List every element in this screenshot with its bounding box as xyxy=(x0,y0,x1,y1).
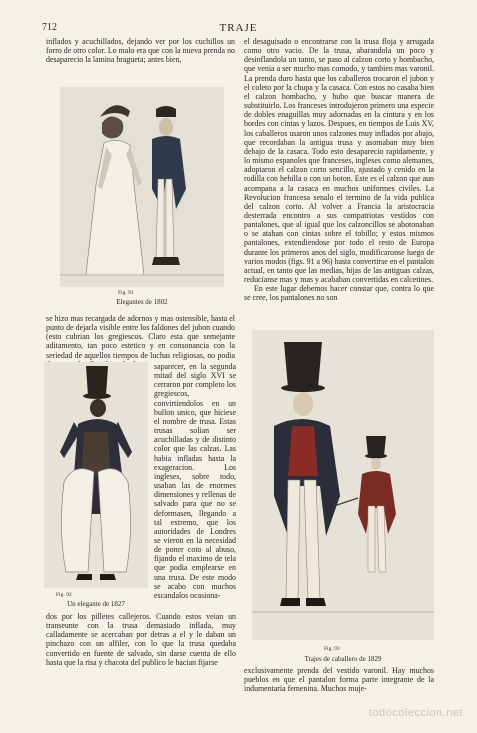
figure-91-label: Fig. 91 xyxy=(118,290,134,296)
page-number: 712 xyxy=(42,22,57,33)
running-title: TRAJE xyxy=(219,22,258,34)
figure-92-caption: Un elegante de 1827 xyxy=(67,600,125,608)
figure-91-illustration xyxy=(60,87,224,287)
gentlemen-1829-drawing xyxy=(252,330,434,640)
middle-paragraph: se hizo mas recargada de adornos y mas ostensible, hasta el punto de dejarla visible entre los faldones del jubon cuando (esto cubrian los gregiescos. Claro esta que semejante aditamento, tan poco estetico y en consonancia con la seriedad de aquellos tiempos de luchas religiosas, no podia xyxy=(46,314,235,360)
narrow-column-text: saparecer, en la segunda mitad del siglo XVI se cerraron por completo los gregiescos, convirtiendolos en un bullon unico, que hiciese el nombre de trusa. Estas trusas solian ser acuchilladas y de distinto color que las calzas. Las habia infladas hasta la exageracion. Los ingleses, sobre todo, usaban las de enormes dimensiones y rellenas de salvado para que no se deformasen, llegando a tal extremo, que los autoridades de Londres se vieron en la necesidad de poner coto al abuso, fijando el maximo de tela que podia emplearse en una trusa. De este modo se acabo con muchos escandalos ocasiona- xyxy=(154,362,236,600)
figure-92-illustration xyxy=(44,362,148,588)
page-header xyxy=(0,22,477,36)
figure-93-illustration xyxy=(252,330,434,640)
figure-93-label: Fig. 93 xyxy=(324,646,340,652)
figure-91-caption: Elegantes de 1802 xyxy=(116,298,168,306)
top-left-paragraph: inflados y acuchillados, dejando ver por los cuchillos un forro de otro color. Lo malo era que con la nueva prenda no desaparecio la lamina bragueta; antes bien, xyxy=(46,37,235,65)
right-column-text: el desaguisado o encontrarse con la trusa floja y arrugada como otro vacio. De la trusa, abarandola un poco y desinflandola un tanto, se paso al calzon corto y hombacho, que venia a ser mucho mas comodo, y tambien mas varonil. La prenda duro hasta que los caballeros trocaron el jubon y el coleto por la chupa y la casaca. Con estos no casaba bien el calzon hombacho, y hubo que buscar manera de substituirlo. Los franceses introdujeron primero una especie de dobles enaguillas muy adornadas en la cintura y en los bordes con cintas y lazos. Despues, en tiempos de Luis XV, los caballeros usaron unos calzones muy inflados por abajo, que recordaban la antigua trusa y asomaban muy bien debajo de la casaca. Todo esto desaparecio rapidamente, y lo mismo espanoles que franceses, ingleses como alemanes, adoptaron el calzon corto sencillo, ajustado y cenido en la rodilla con hebilla o con un boton. Este es el calzon que aun acompana a la casaca en muchos uniformes civiles. La Revolucion francesa senalo el termino de la vida publica del calzon corto. Al volver a Francia la aristocracia desterrada encontro a sus compatriotas vestidos con pantalones, que al igual que los calzoncillos se abotonaban o se atahan con cintas sobre el tobillo; y estos mismos pantalones, extendiendose por todo el resto de Europa durante los primeros anos del siglo, modificaronse luego de varios modos (figs. 91 a 96) hasta convertirse en el pantalon actual, en tanto que las medias, hijas de las antiguas calzas, reducianse mas y mas y acababan convertidas en calcetines. En este lugar debemos hacer constar que, contra lo que se cree, los pantalones no son xyxy=(244,37,434,303)
elegants-1802-drawing xyxy=(60,87,224,287)
figure-93-caption: Trajes de caballero de 1829 xyxy=(304,655,382,663)
bottom-right-paragraph: exclusivamente prenda del vestido varonil. Hay muchos pueblos en que el pantalon forma parte integrante de la indumentaria femenina. Muchos muje- xyxy=(244,666,434,694)
watermark-text: todocoleccion.net xyxy=(368,707,463,719)
elegant-1827-drawing xyxy=(44,362,148,588)
bottom-left-paragraph: dos por los pilletes callejeros. Cuando estos veian un transeunte con la trusa demasiado inflada, muy calladamente se acercaban por detras a el y le daban un pinchazo con un alfiler, con lo que la trusa quedaba convertido en fuente de salvado, sin darse cuenta de ello hasta que la risa y chacota del publico le hacian fijarse xyxy=(46,612,236,667)
figure-92-label: Fig. 92 xyxy=(56,592,72,598)
